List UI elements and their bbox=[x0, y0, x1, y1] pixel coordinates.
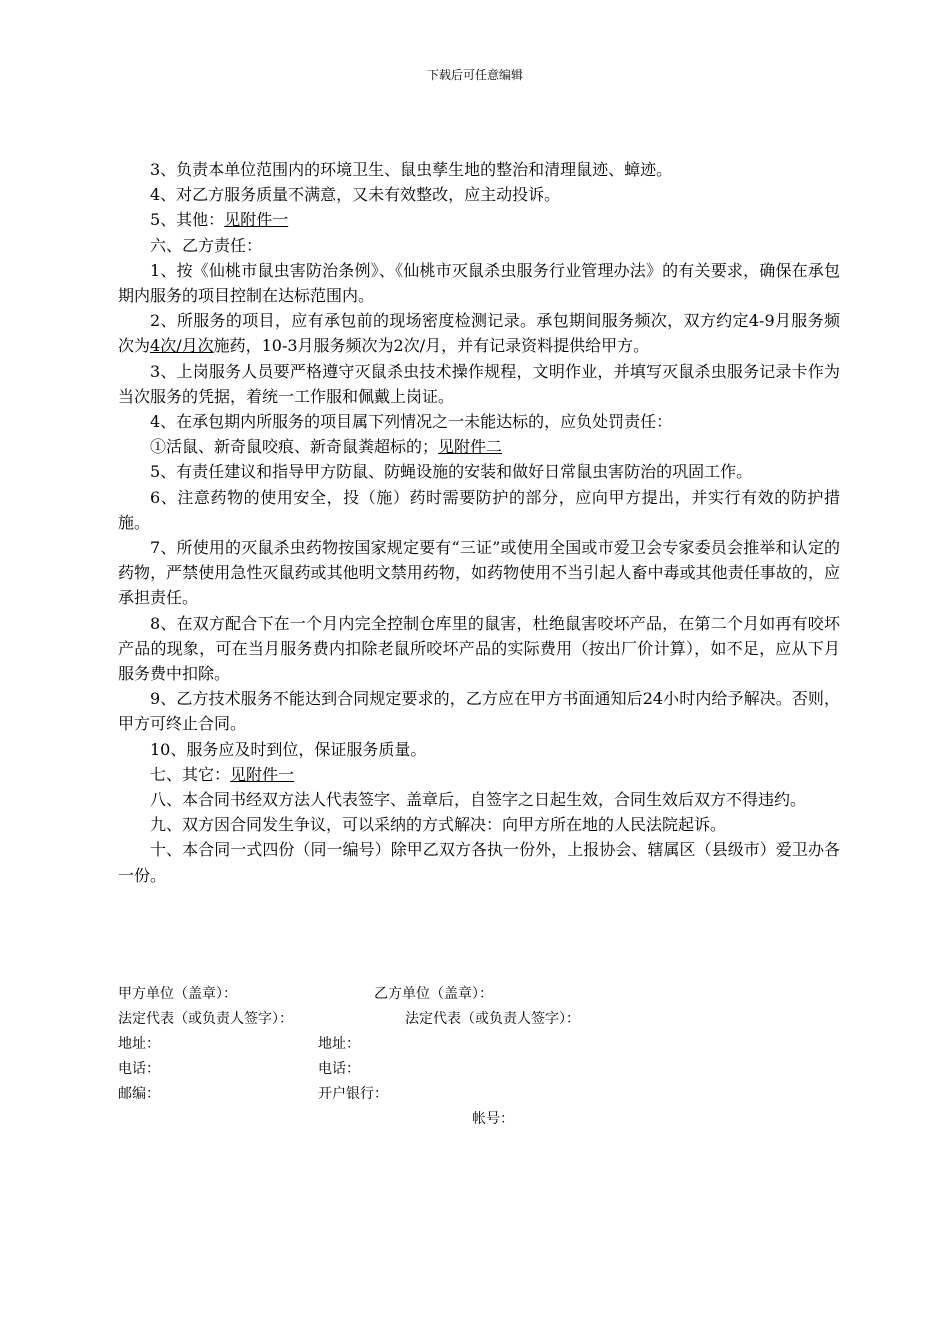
clause-b4-item1-text: ①活鼠、新奇鼠咬痕、新奇鼠粪超标的； bbox=[150, 437, 439, 457]
clause-b5: 5、有责任建议和指导甲方防鼠、防蝇设施的安装和做好日常鼠虫害防治的巩固工作。 bbox=[150, 462, 753, 482]
clause-b7: 7、所使用的灭鼠杀虫药物按国家规定要有“三证”或使用全国或市爱卫会专家委员会推举和认定的药物，严禁使用急性灭鼠药或其他明文禁用药物，如药物使用不当引起人畜中毒或其他责任事故的，应承担责任。 bbox=[118, 538, 840, 608]
clause-b2-text-a: 2、所服务的项目，应有承包前的现场密度检测记录。承包期间服务频次，双方约定4-9月服务频次为 bbox=[118, 311, 840, 356]
attachment-ref-3: 见附件一 bbox=[230, 764, 295, 784]
service-frequency: 4次/月次 bbox=[150, 336, 214, 356]
party-a-postcode: 邮编： bbox=[118, 1086, 160, 1102]
clause-b3: 3、上岗服务人员要严格遵守灭鼠杀虫技术操作规程，文明作业，并填写灭鼠杀虫服务记录卡作为当次服务的凭据，着统一工作服和佩戴上岗证。 bbox=[118, 361, 840, 406]
clause-a5-text: 5、其他： bbox=[150, 210, 225, 230]
section-seven bbox=[118, 762, 840, 787]
clause-b4: 4、在承包期内所服务的项目属下列情况之一未能达标的，应负处罚责任： bbox=[150, 412, 673, 432]
party-a-phone: 电话： bbox=[118, 1061, 160, 1077]
clause-a5 bbox=[118, 207, 840, 232]
clause-b4-item1 bbox=[118, 434, 840, 459]
attachment-ref-1: 见附件一 bbox=[224, 210, 289, 230]
section-nine: 九、双方因合同发生争议，可以采纳的方式解决：向甲方所在地的人民法院起诉。 bbox=[150, 815, 727, 835]
party-b-unit: 乙方单位（盖章）： bbox=[374, 986, 493, 1002]
party-b-bank: 开户银行： bbox=[318, 1086, 388, 1102]
party-a-unit: 甲方单位（盖章）： bbox=[118, 986, 237, 1002]
clause-b1: 1、按《仙桃市鼠虫害防治条例》、《仙桃市灭鼠杀虫服务行业管理办法》的有关要求，确保在承包期内服务的项目控制在达标范围内。 bbox=[118, 260, 840, 306]
clause-a3: 3、负责本单位范围内的环境卫生、鼠虫孳生地的整治和清理鼠迹、蟑迹。 bbox=[150, 160, 673, 179]
party-a-rep: 法定代表（或负责人签字）： bbox=[118, 1011, 293, 1027]
party-b-address: 地址： bbox=[318, 1036, 360, 1052]
clause-b6: 6、注意药物的使用安全，投（施）药时需要防护的部分，应向甲方提出，并实行有效的防护措施。 bbox=[118, 487, 840, 532]
clause-b2-text-b: 施药，10-3月服务频次为2次/月，并有记录资料提供给甲方。 bbox=[213, 336, 650, 356]
clause-a4: 4、对乙方服务质量不满意，又未有效整改，应主动投诉。 bbox=[150, 185, 561, 205]
clause-b2 bbox=[118, 308, 840, 358]
clause-b8: 8、在双方配合下在一个月内完全控制仓库里的鼠害，杜绝鼠害咬坏产品，在第二个月如再有咬坏产品的现象，可在当月服务费内扣除老鼠所咬坏产品的实际费用（按出厂价计算），如不足，应从下月服务费中扣除。 bbox=[118, 613, 840, 684]
contract-body bbox=[118, 157, 840, 888]
section-eight: 八、本合同书经双方法人代表签字、盖章后，自签字之日起生效，合同生效后双方不得违约。 bbox=[150, 790, 807, 810]
section-ten: 十、本合同一式四份（同一编号）除甲乙双方各执一份外，上报协会、辖属区（县级市）爱卫办各一份。 bbox=[118, 840, 840, 885]
page-header: 下载后可任意编辑 bbox=[426, 68, 523, 82]
party-b-phone: 电话： bbox=[318, 1061, 360, 1077]
clause-b9: 9、乙方技术服务不能达到合同规定要求的，乙方应在甲方书面通知后24小时内给予解决。否则，甲方可终止合同。 bbox=[118, 689, 840, 734]
clause-b10: 10、服务应及时到位，保证服务质量。 bbox=[150, 739, 427, 759]
party-b-account: 帐号： bbox=[472, 1111, 514, 1127]
party-b-rep: 法定代表（或负责人签字）： bbox=[405, 1011, 580, 1027]
section-seven-text: 七、其它： bbox=[150, 764, 231, 784]
section-six-title: 六、乙方责任： bbox=[150, 235, 263, 255]
party-a-address: 地址： bbox=[118, 1036, 160, 1052]
attachment-ref-2: 见附件二 bbox=[438, 437, 503, 457]
